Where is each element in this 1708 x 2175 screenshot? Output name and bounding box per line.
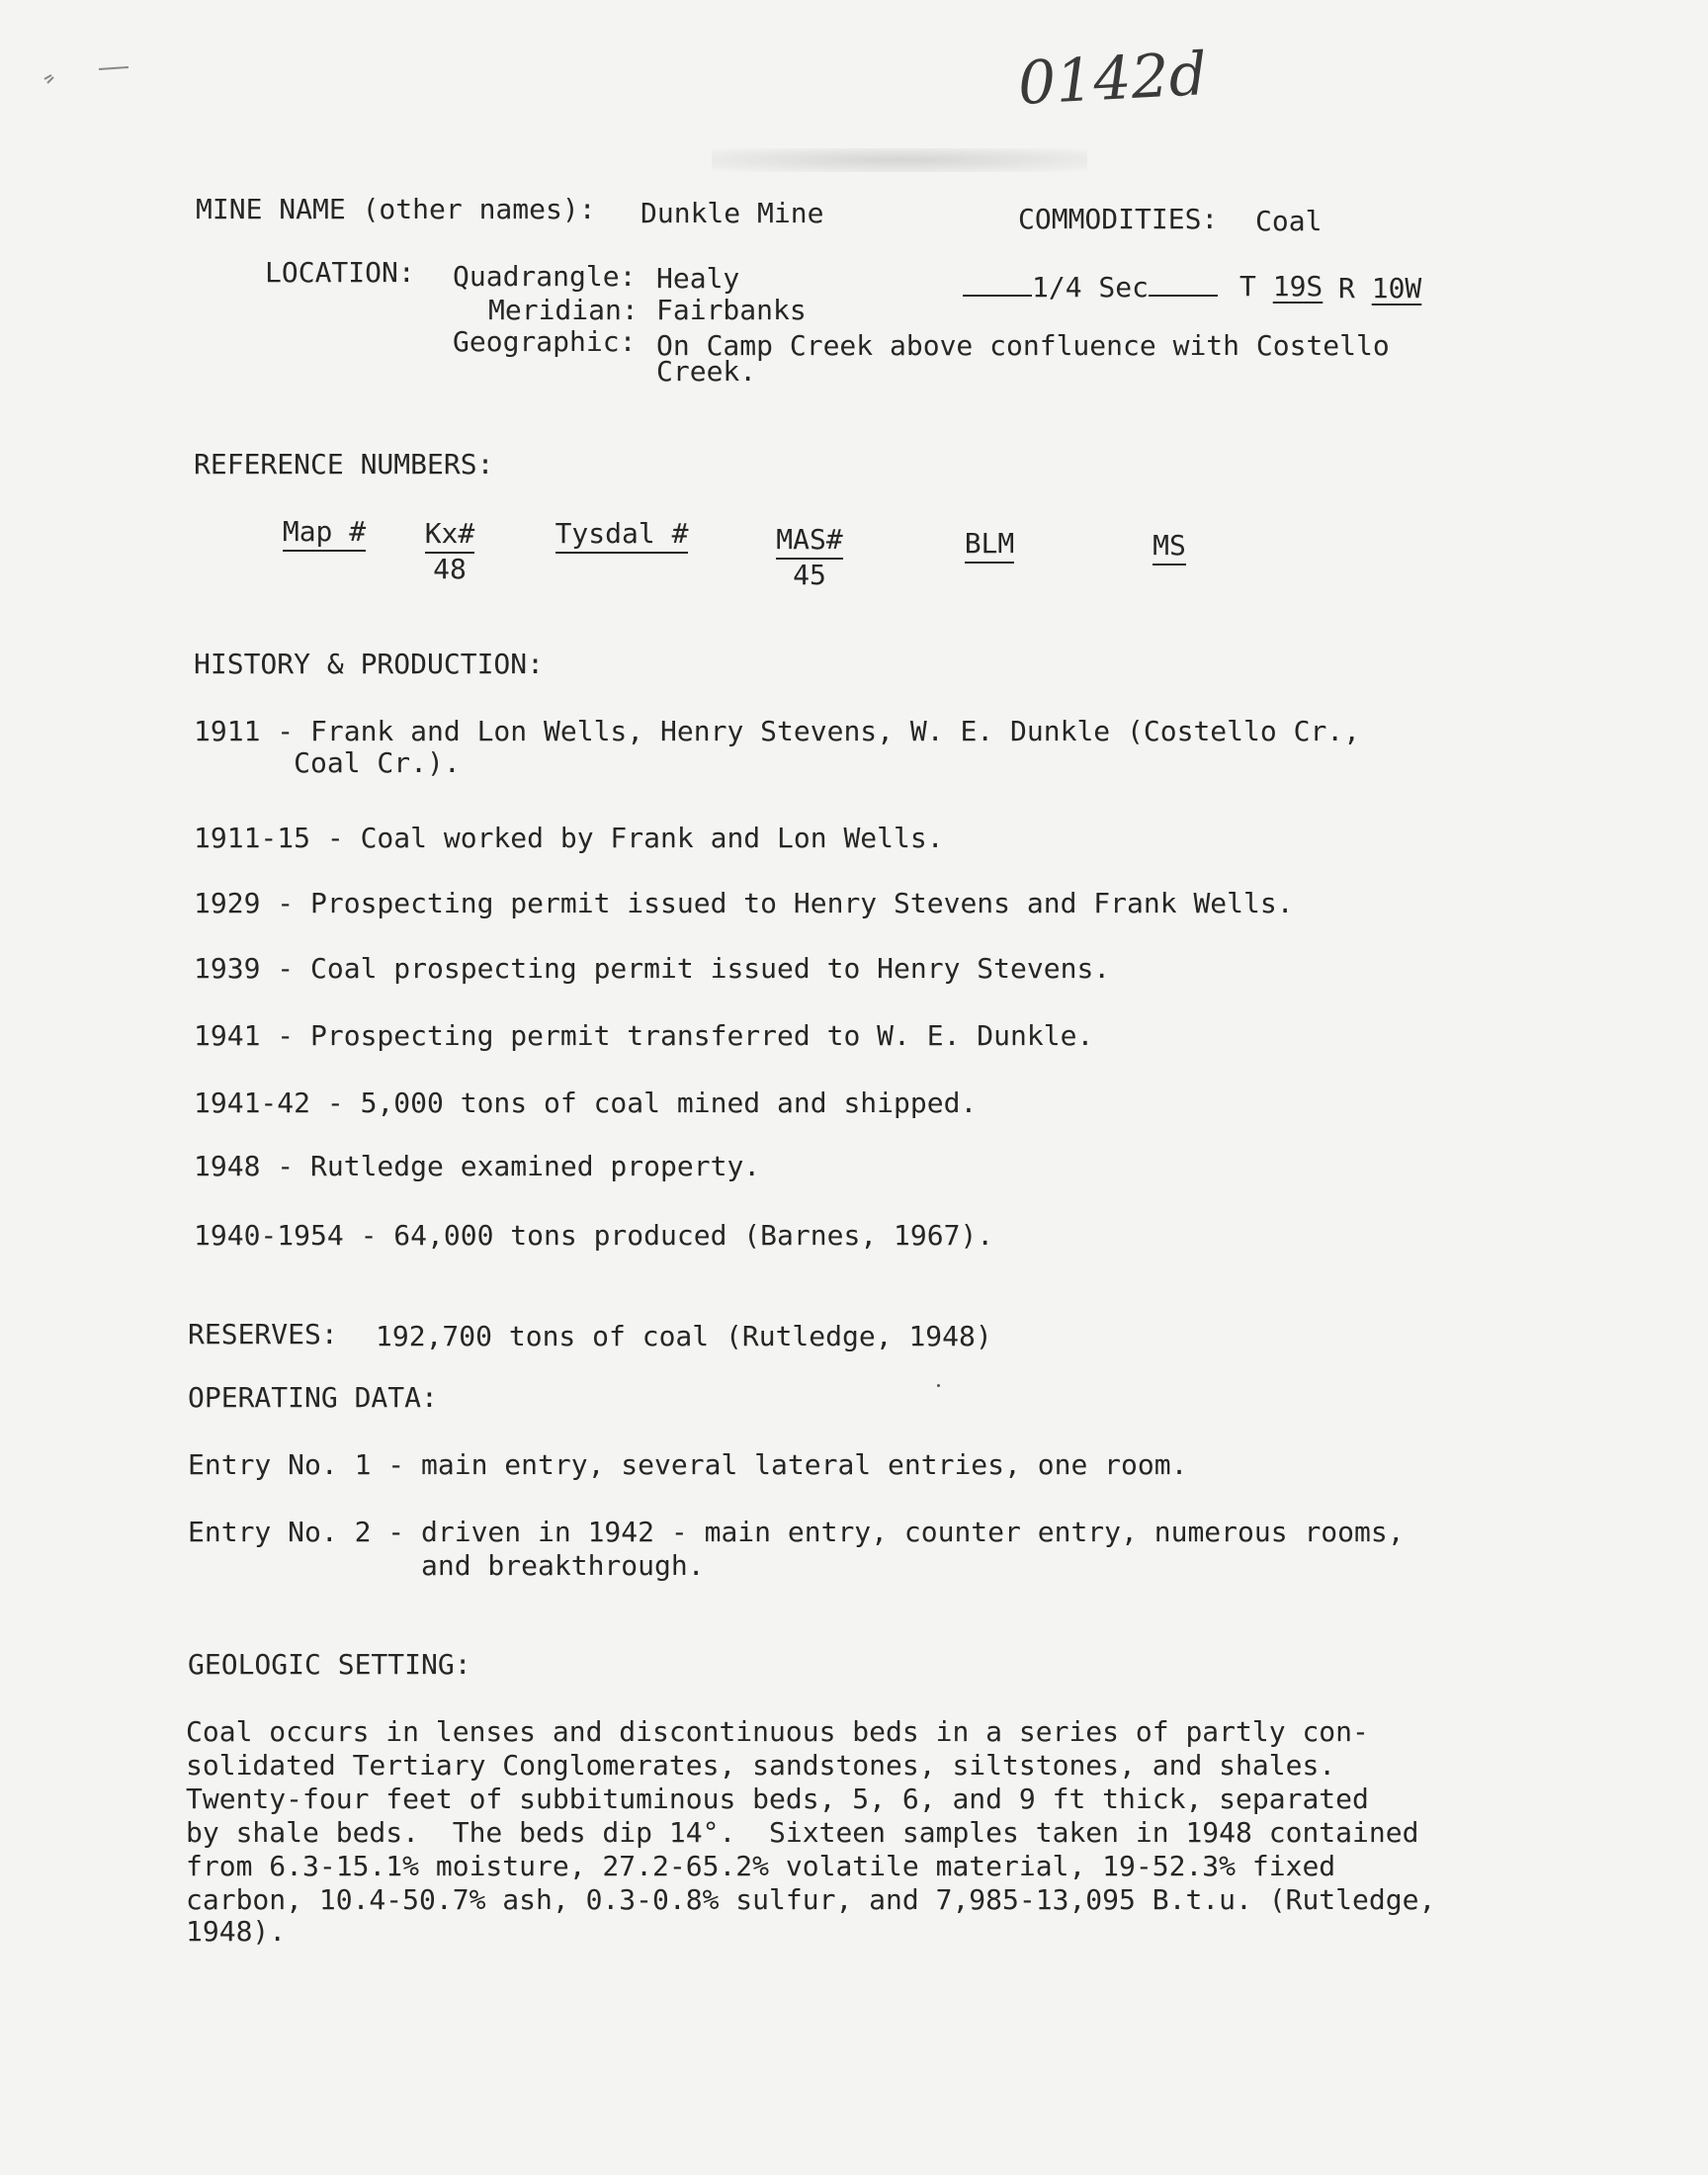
operating-heading: OPERATING DATA: xyxy=(188,1381,438,1414)
geographic-line-2: Creek. xyxy=(656,355,757,388)
history-entry-1939: 1939 - Coal prospecting permit issued to Henry Stevens. xyxy=(194,952,1111,985)
range-label: R xyxy=(1338,272,1355,304)
ref-kx-value: 48 xyxy=(433,553,467,585)
ref-blm xyxy=(955,528,1024,564)
geologic-line-7: 1948). xyxy=(186,1915,287,1948)
quarter-section-field xyxy=(963,269,1218,304)
ref-ms xyxy=(1147,530,1192,566)
geologic-line-1: Coal occurs in lenses and discontinuous beds in a series of partly con- xyxy=(186,1715,1369,1748)
ref-kx xyxy=(411,518,488,585)
geologic-line-5: from 6.3-15.1% moisture, 27.2-65.2% volatile material, 19-52.3% fixed xyxy=(186,1850,1336,1882)
ref-mas-label: MAS# xyxy=(776,524,842,560)
history-entry-1911-line-1: 1911 - Frank and Lon Wells, Henry Stevens, W. E. Dunkle (Costello Cr., xyxy=(194,715,1361,747)
scan-dot xyxy=(937,1384,940,1387)
township-field xyxy=(1239,271,1323,303)
geologic-line-2: solidated Tertiary Conglomerates, sandstones, siltstones, and shales. xyxy=(186,1749,1336,1782)
history-entry-1941: 1941 - Prospecting permit transferred to W. E. Dunkle. xyxy=(194,1019,1094,1052)
sec-blank xyxy=(1149,269,1218,297)
ref-kx-label: Kx# xyxy=(425,518,475,554)
ref-mas xyxy=(767,524,852,591)
reserves-label: RESERVES: xyxy=(188,1318,338,1350)
mine-name-value: Dunkle Mine xyxy=(640,197,824,229)
commodities-value: Coal xyxy=(1255,205,1323,237)
scan-mark xyxy=(40,59,138,89)
history-entry-1940-1954: 1940-1954 - 64,000 tons produced (Barnes, 1967). xyxy=(194,1219,994,1252)
history-entry-1948: 1948 - Rutledge examined property. xyxy=(194,1150,761,1182)
ref-mas-value: 45 xyxy=(793,559,826,591)
ref-tysdal xyxy=(548,518,696,554)
history-entry-1911-line-2: Coal Cr.). xyxy=(194,746,461,779)
geologic-line-4: by shale beds. The beds dip 14°. Sixteen samples taken in 1948 contained xyxy=(186,1816,1419,1849)
location-label: LOCATION: xyxy=(265,256,415,289)
operating-entry-2-line-2: and breakthrough. xyxy=(188,1549,705,1582)
meridian-label: Meridian: xyxy=(488,294,639,326)
reference-heading: REFERENCE NUMBERS: xyxy=(194,448,494,480)
history-entry-1911-15: 1911-15 - Coal worked by Frank and Lon Wells. xyxy=(194,822,944,854)
geographic-line-1: On Camp Creek above confluence with Costello xyxy=(656,329,1390,362)
ref-blm-label: BLM xyxy=(965,528,1015,564)
range-value: 10W xyxy=(1371,272,1422,304)
meridian-value: Fairbanks xyxy=(656,294,807,326)
township-label: T xyxy=(1239,270,1256,303)
commodities-label: COMMODITIES: xyxy=(1018,203,1219,235)
ref-map xyxy=(275,516,374,552)
scan-smudge xyxy=(712,148,1087,172)
reserves-value: 192,700 tons of coal (Rutledge, 1948) xyxy=(376,1320,992,1352)
ref-ms-label: MS xyxy=(1153,530,1186,566)
geographic-label: Geographic: xyxy=(453,325,637,358)
operating-entry-1: Entry No. 1 - main entry, several lateral entries, one room. xyxy=(188,1448,1188,1481)
quarter-blank xyxy=(963,269,1032,297)
handwritten-number: 0142d xyxy=(1016,40,1209,119)
ref-tysdal-label: Tysdal # xyxy=(555,518,689,554)
geologic-line-6: carbon, 10.4-50.7% ash, 0.3-0.8% sulfur, and 7,985-13,095 B.t.u. (Rutledge, xyxy=(186,1883,1436,1916)
history-entry-1929: 1929 - Prospecting permit issued to Henry Stevens and Frank Wells. xyxy=(194,887,1294,919)
history-entry-1941-42: 1941-42 - 5,000 tons of coal mined and shipped. xyxy=(194,1087,978,1119)
history-heading: HISTORY & PRODUCTION: xyxy=(194,648,545,680)
quadrangle-value: Healy xyxy=(656,262,740,295)
operating-entry-2-line-1: Entry No. 2 - driven in 1942 - main entry, counter entry, numerous rooms, xyxy=(188,1516,1405,1548)
geologic-heading: GEOLOGIC SETTING: xyxy=(188,1648,471,1681)
mine-name-label: MINE NAME (other names): xyxy=(196,193,596,225)
range-field xyxy=(1338,273,1421,304)
ref-map-label: Map # xyxy=(283,516,366,552)
geologic-line-3: Twenty-four feet of subbituminous beds, 5, 6, and 9 ft thick, separated xyxy=(186,1783,1369,1815)
township-value: 19S xyxy=(1272,270,1324,303)
quadrangle-label: Quadrangle: xyxy=(453,260,637,293)
quarter-label: 1/4 Sec xyxy=(1032,271,1150,304)
